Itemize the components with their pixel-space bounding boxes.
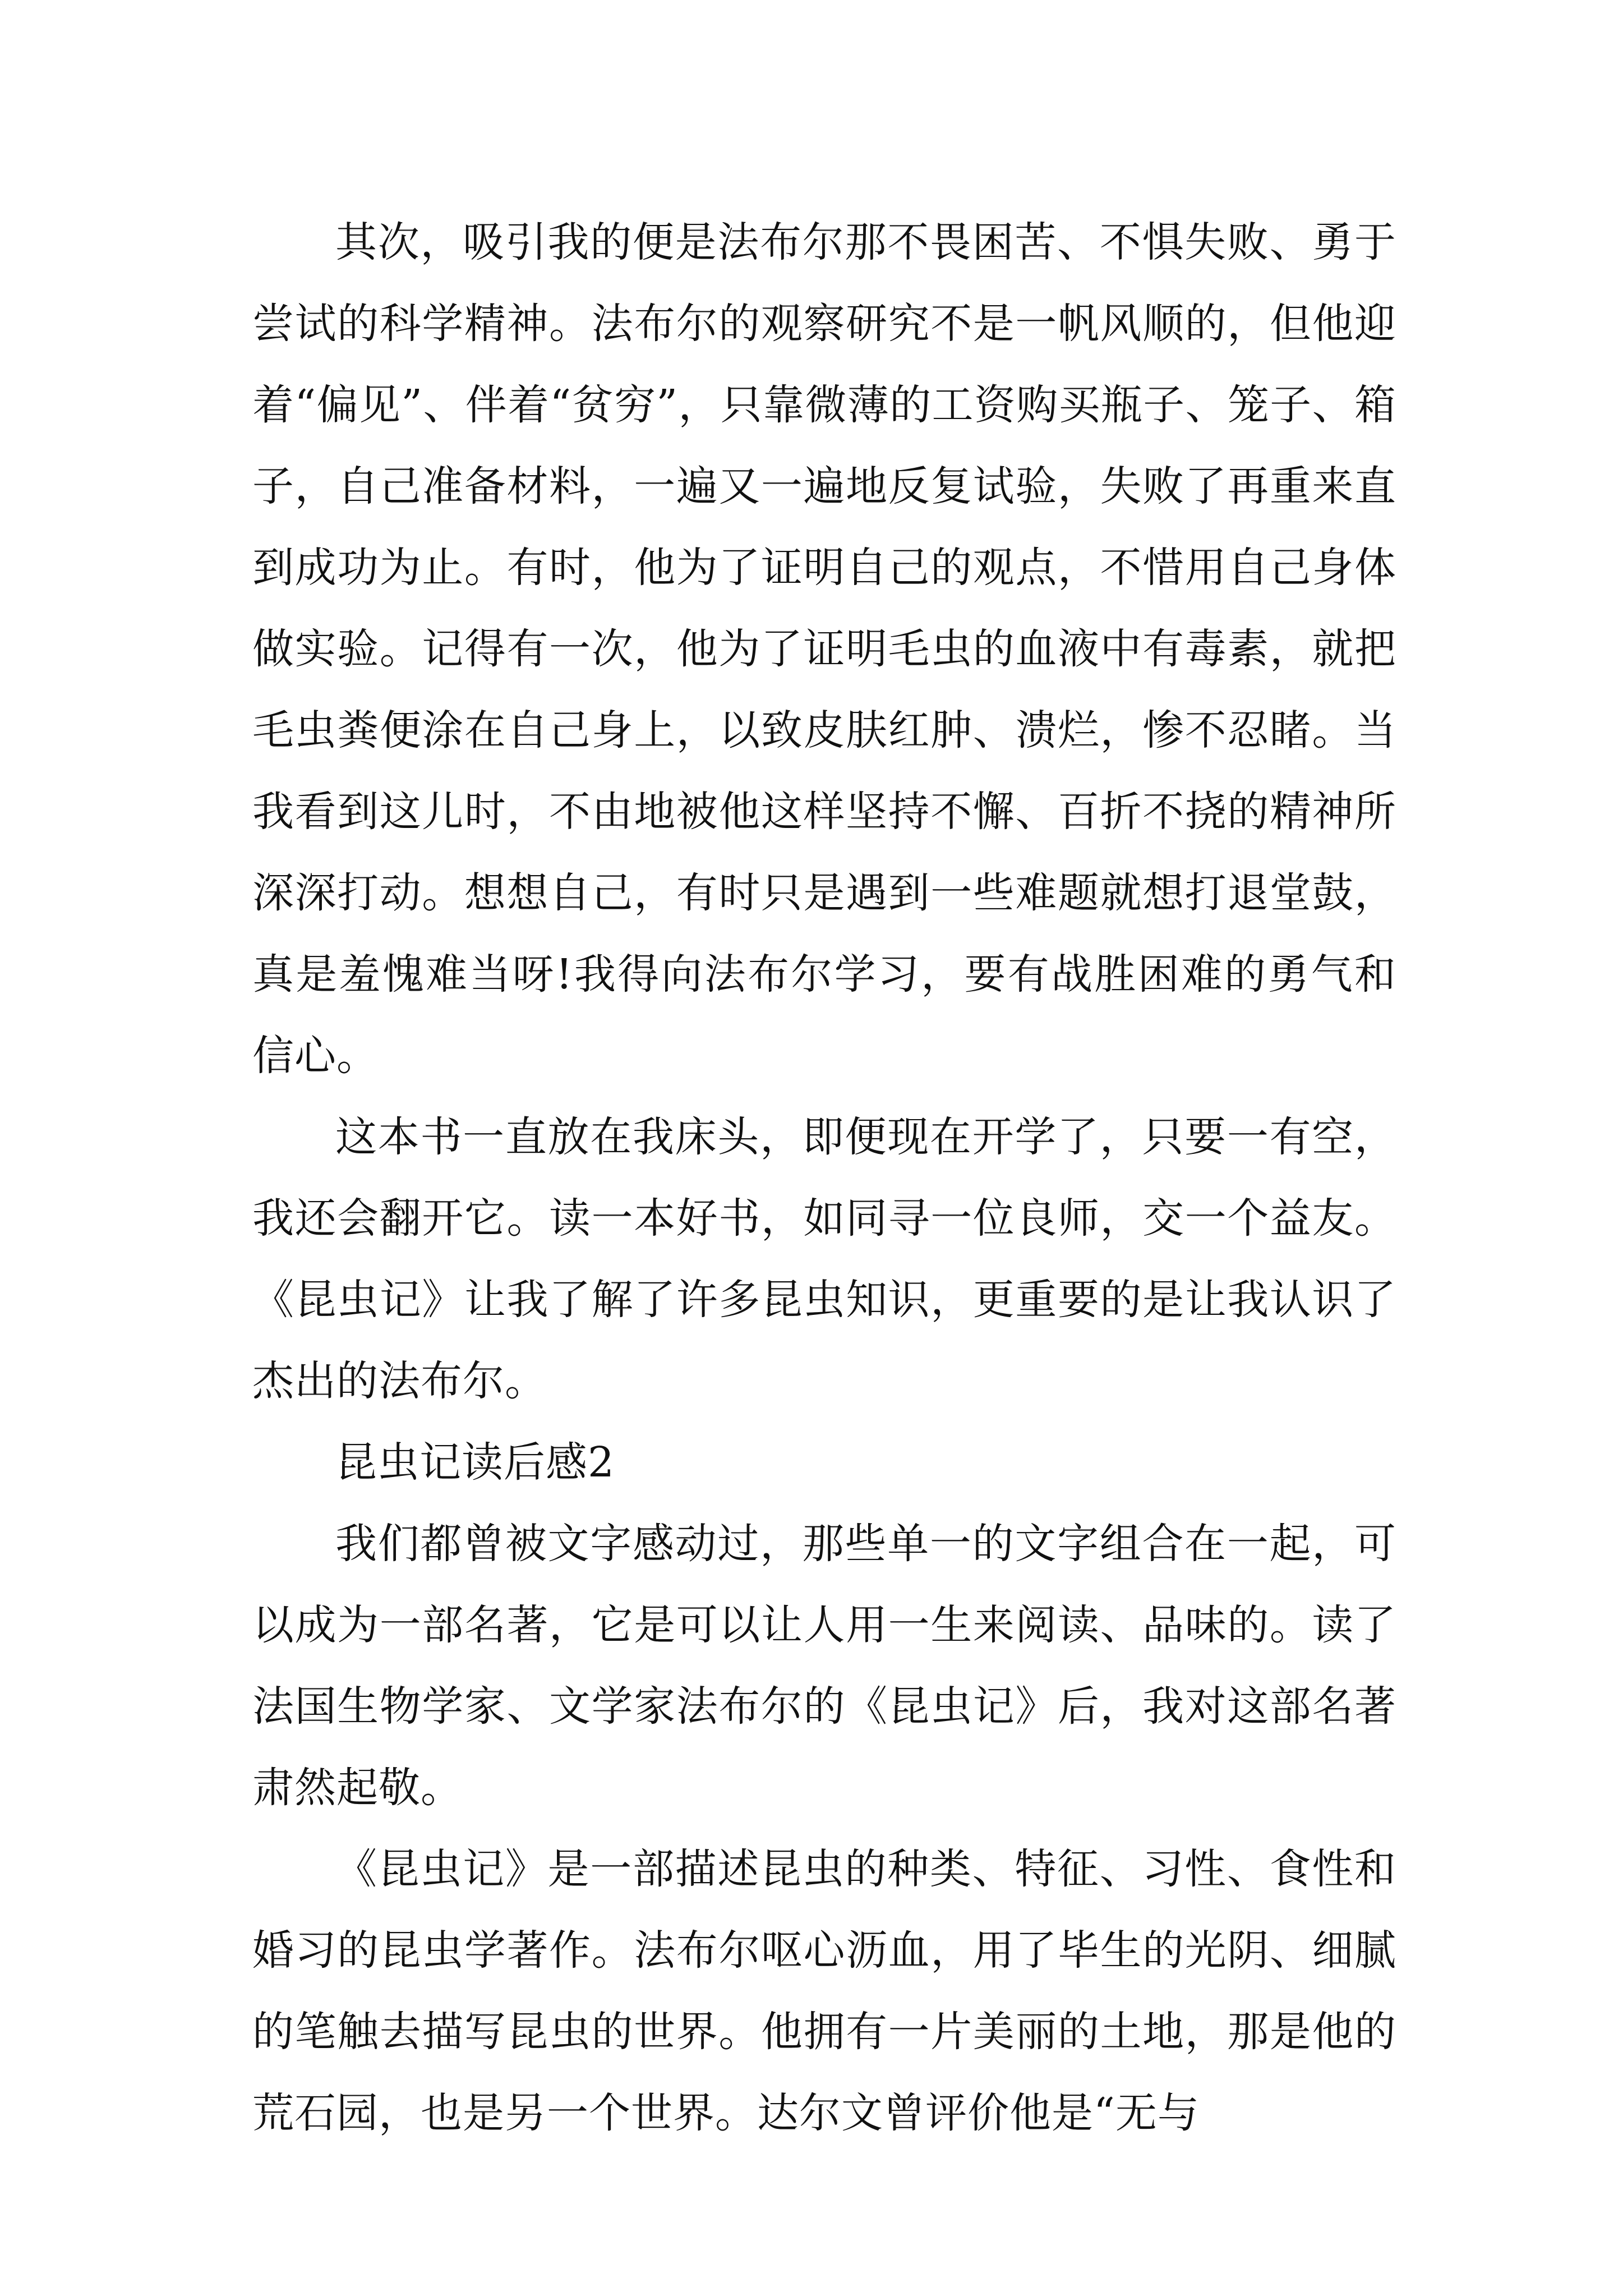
- paragraph-fabre-spirit: 其次，吸引我的便是法布尔那不畏困苦、不惧失败、勇于尝试的科学精神。法布尔的观察研究不是一帆风顺的，但他迎着“偏见”、伴着“贫穷”，只靠微薄的工资购买瓶子、笼子、箱子，自己准备材料，一遍又一遍地反复试验，失败了再重来直到成功为止。有时，他为了证明自己的观点，不惜用自己身体做实验。记得有一次，他为了证明毛虫的血液中有毒素，就把毛虫粪便涂在自己身上，以致皮肤红肿、溃烂，惨不忍睹。当我看到这儿时，不由地被他这样坚持不懈、百折不挠的精神所深深打动。想想自己，有时只是遇到一些难题就想打退堂鼓，真是羞愧难当呀!我得向法布尔学习，要有战胜困难的勇气和信心。: [252, 218, 1396, 1080]
- paragraph-bedside-book: 这本书一直放在我床头，即便现在开学了，只要一有空，我还会翻开它。读一本好书，如同寻一位良师，交一个益友。《昆虫记》让我了解了许多昆虫知识，更重要的是让我认识了杰出的法布尔。: [252, 1113, 1396, 1405]
- section-heading: 昆虫记读后感2: [335, 1438, 615, 1487]
- paragraph-moved-by-words: 我们都曾被文字感动过，那些单一的文字组合在一起，可以成为一部名著，它是可以让人用一生来阅读、品味的。读了法国生物学家、文学家法布尔的《昆虫记》后，我对这部名著肃然起敬。: [252, 1520, 1396, 1812]
- document-body: [252, 202, 1396, 2154]
- paragraph-insect-work: 《昆虫记》是一部描述昆虫的种类、特征、习性、食性和婚习的昆虫学著作。法布尔呕心沥血，用了毕生的光阴、细腻的笔触去描写昆虫的世界。他拥有一片美丽的土地，那是他的荒石园，也是另一个世界。达尔文曾评价他是“无与: [252, 1845, 1396, 2137]
